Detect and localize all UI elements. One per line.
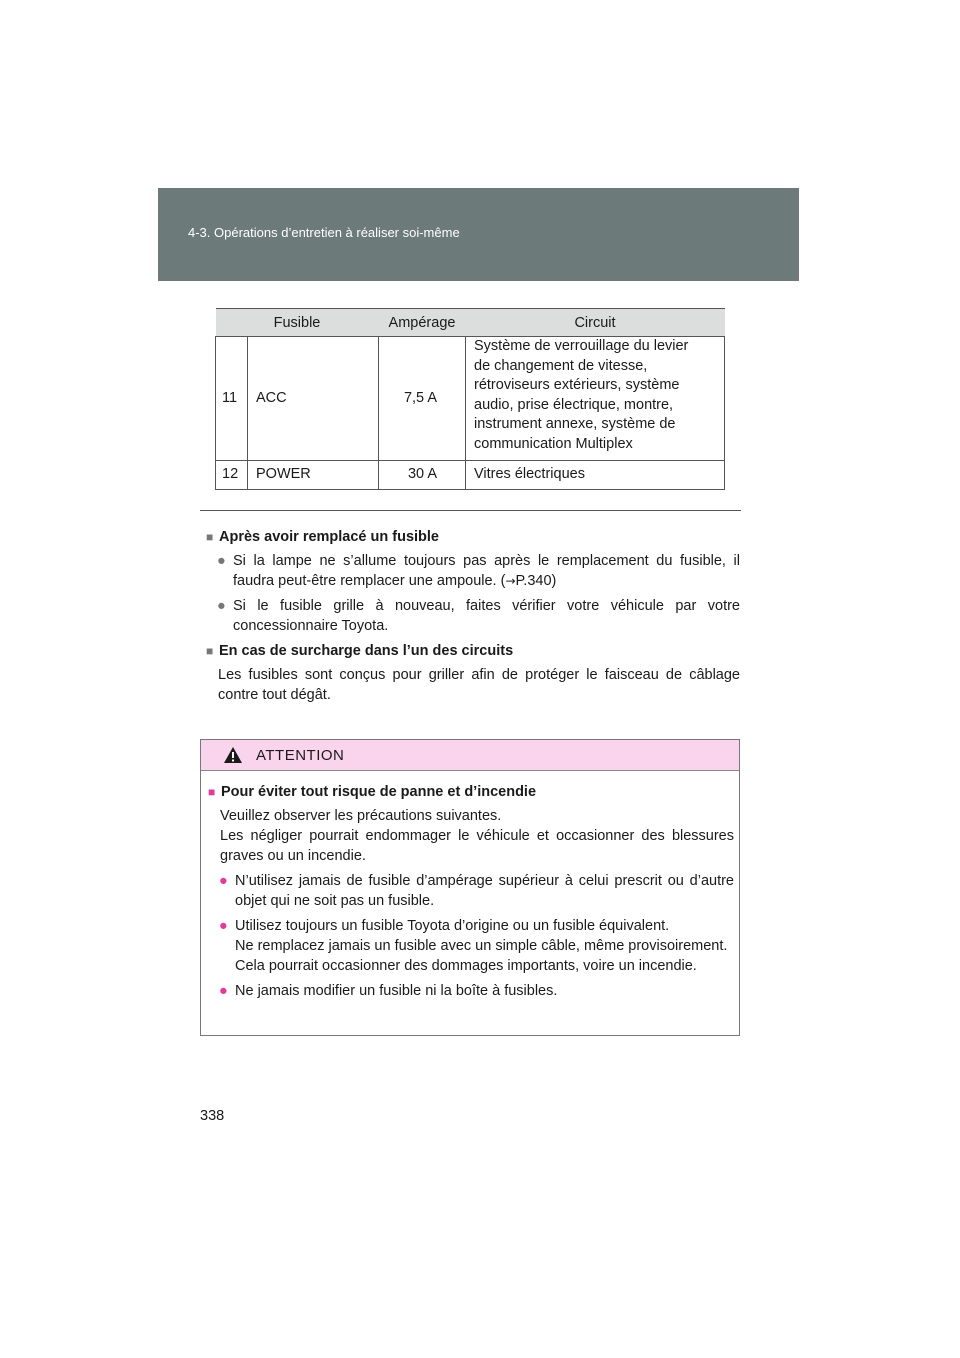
square-bullet-icon: ■ [206, 644, 214, 658]
warning-bullet [208, 981, 734, 1001]
circuit-line: instrument annexe, système de [474, 416, 676, 432]
fuse-name: POWER [248, 461, 379, 490]
warning-intro: Veuillez observer les précautions suivantes. [220, 808, 502, 824]
circle-bullet-icon: ● [217, 598, 226, 614]
fuse-number: 11 [216, 337, 248, 461]
fuse-table [215, 308, 725, 490]
note-bullet-text: Si la lampe ne s’allume toujours pas après le remplacement du fusible, il faudra peut-être remplacer une ampoule. ( [233, 553, 740, 589]
circuit-line: communication Multiplex [474, 435, 633, 452]
fuse-circuit [466, 337, 725, 461]
col-amp-header: Ampérage [379, 309, 466, 337]
section-title: 4-3. Opérations d’entretien à réaliser soi-même [188, 225, 460, 240]
note-heading-text: En cas de surcharge dans l’un des circuits [219, 643, 514, 659]
page-number: 338 [200, 1108, 225, 1124]
circuit-line: de changement de vitesse, [474, 357, 648, 374]
warning-header [201, 740, 739, 771]
col-fuse-header: Fusible [216, 309, 379, 337]
warning-bullet-text: Ne jamais modifier un fusible ni la boîte à fusibles. [235, 983, 558, 999]
note-bullet [206, 551, 740, 591]
warning-bullet-text: Utilisez toujours un fusible Toyota d’origine ou un fusible équivalent. [235, 918, 670, 934]
note-bullet [206, 596, 740, 636]
circle-bullet-icon: ● [219, 918, 228, 934]
warning-title: ATTENTION [256, 747, 345, 764]
circle-bullet-icon: ● [219, 983, 228, 999]
warning-triangle-icon [223, 746, 243, 764]
warning-bullet-text: Ne remplacez jamais un fusible avec un simple câble, même provisoirement. [235, 938, 728, 954]
square-bullet-icon: ■ [208, 785, 216, 799]
fuse-amperage: 30 A [379, 461, 466, 490]
warning-heading-text: Pour éviter tout risque de panne et d’incendie [221, 784, 537, 800]
page-reference: P.340) [515, 573, 557, 589]
square-bullet-icon: ■ [206, 530, 214, 544]
warning-bullet [208, 916, 734, 976]
section-header [158, 188, 799, 281]
circle-bullet-icon: ● [219, 873, 228, 889]
col-circuit-header: Circuit [466, 309, 725, 337]
divider [200, 510, 741, 511]
table-header-row [216, 309, 725, 337]
note-heading-text: Après avoir remplacé un fusible [219, 529, 439, 545]
warning-intro: Les négliger pourrait endommager le véhicule et occasionner des blessures graves ou un incendie. [220, 828, 734, 864]
circuit-line: audio, prise électrique, montre, [474, 396, 674, 413]
warning-bullet-text: N’utilisez jamais de fusible d’ampérage supérieur à celui prescrit ou d’autre objet qui ne soit pas un fusible. [235, 873, 734, 909]
arrow-icon: → [505, 574, 516, 588]
warning-box [200, 739, 740, 1036]
warning-body [201, 771, 739, 1001]
circuit-line: Système de verrouillage du levier [474, 338, 689, 354]
warning-bullet [208, 871, 734, 911]
note-heading [206, 641, 740, 661]
note-paragraph: Les fusibles sont conçus pour griller afin de protéger le faisceau de câblage contre tout dégât. [218, 667, 740, 703]
fuse-amperage: 7,5 A [379, 337, 466, 461]
fuse-circuit: Vitres électriques [466, 461, 725, 490]
circle-bullet-icon: ● [217, 553, 226, 569]
fuse-name: ACC [248, 337, 379, 461]
notes-section [206, 527, 740, 705]
table-row [216, 337, 725, 461]
table-row [216, 461, 725, 490]
circuit-line: rétroviseurs extérieurs, système [474, 377, 680, 393]
fuse-number: 12 [216, 461, 248, 490]
note-bullet-text: Si le fusible grille à nouveau, faites vérifier votre véhicule par votre concessionnaire Toyota. [233, 598, 740, 634]
warning-bullet-text: Cela pourrait occasionner des dommages importants, voire un incendie. [235, 958, 697, 974]
note-heading [206, 527, 740, 547]
warning-heading [208, 782, 734, 802]
